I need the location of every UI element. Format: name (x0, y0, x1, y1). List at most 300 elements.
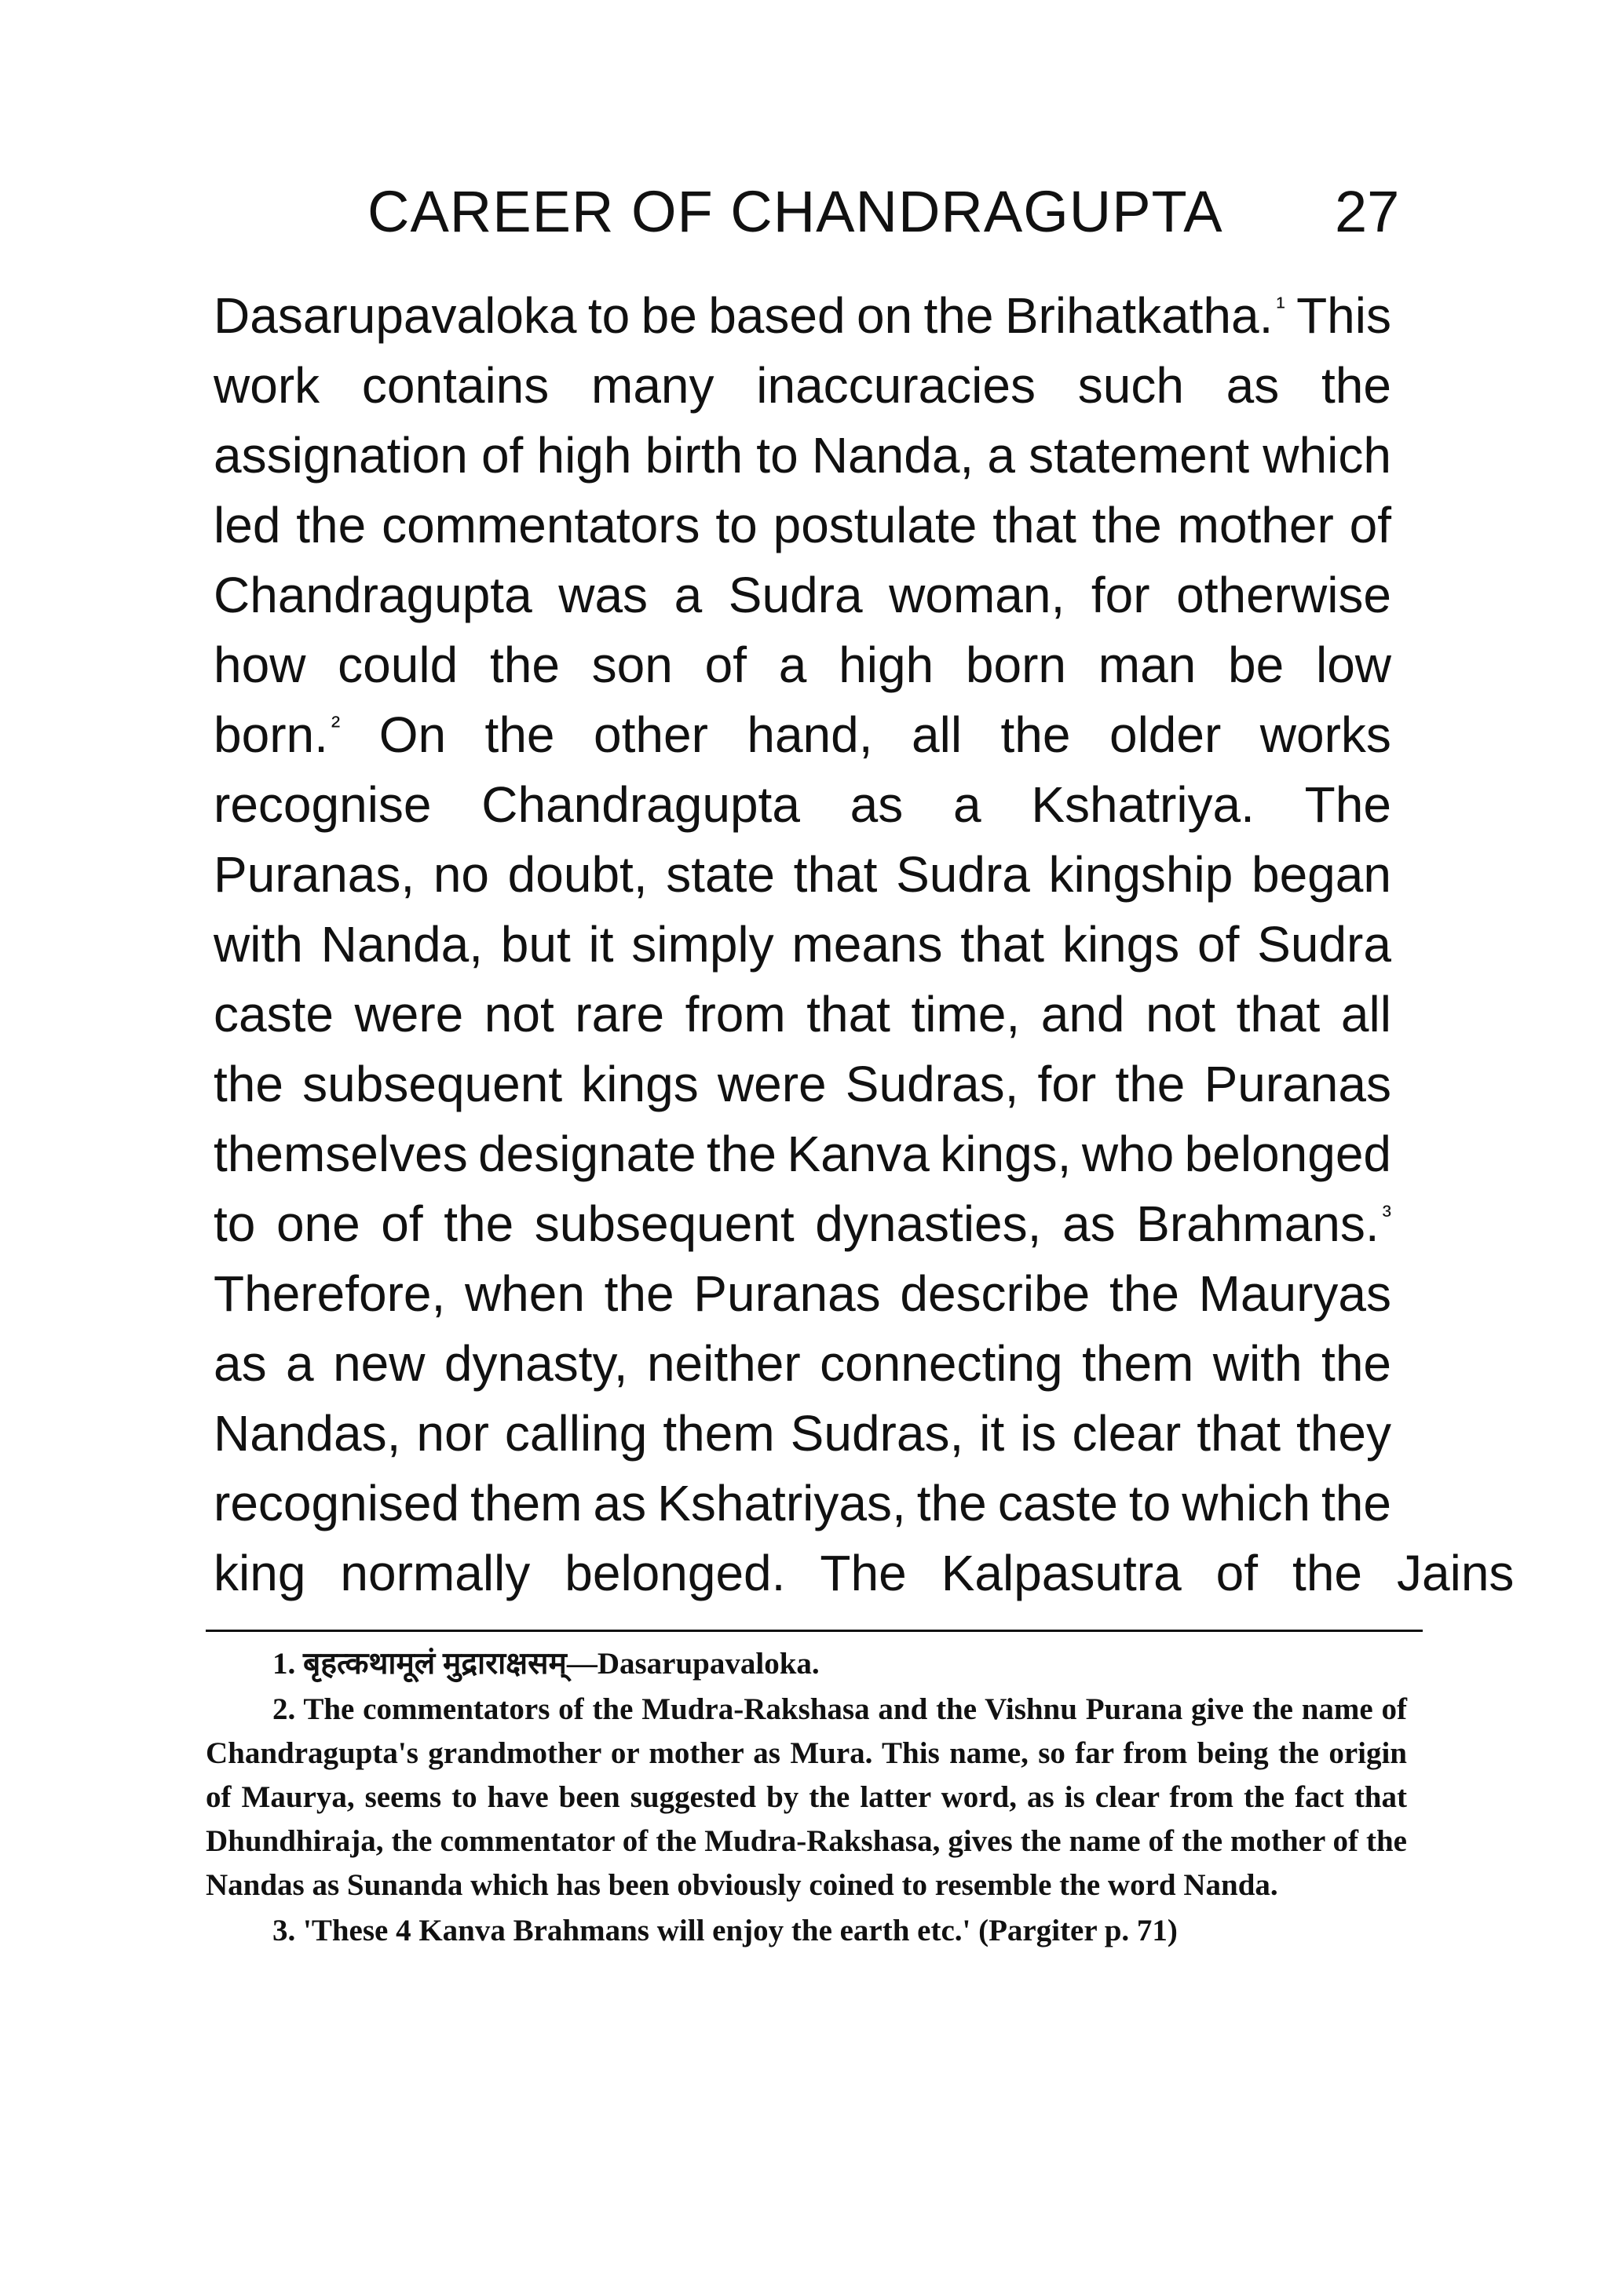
word-text: a (674, 567, 703, 623)
body-word (1109, 700, 1221, 770)
body-word (214, 560, 532, 630)
body-word (591, 351, 714, 421)
body-word (896, 840, 1030, 910)
word-text: Kalpasutra (941, 1545, 1182, 1601)
body-line (214, 491, 1391, 560)
footnote-2: 2. The commentators of the Mudra-Rakshasa and the Vishnu Purana give the name of Chandragupta's grandmother or mother as Mura. This name, so far from being the origin of Maurya, seems to have been suggested by the latter word, as is clear from the fact that Dhundhiraja, the commentator of the Mudra-Rakshasa, gives the name of the mother of the Nandas as Sunanda which has been obviously coined to resemble the word Nanda. (206, 1692, 1407, 1902)
word-text: Mauryas (1198, 1265, 1391, 1322)
word-text: a (778, 637, 807, 693)
word-text: based (708, 287, 846, 344)
body-word (1091, 560, 1150, 630)
word-text: they (1296, 1405, 1391, 1462)
word-text: Sudra (896, 846, 1030, 903)
word-text: inaccuracies (756, 357, 1036, 414)
word-text: subsequent (534, 1195, 795, 1252)
body-word (820, 1329, 1063, 1399)
body-word (718, 1049, 827, 1119)
body-word (1072, 1399, 1181, 1469)
word-text: belonged (1184, 1126, 1391, 1182)
body-word (1292, 1539, 1380, 1608)
word-text: normally (340, 1545, 531, 1601)
word-text: postulate (773, 497, 978, 553)
body-word (1263, 421, 1391, 491)
body-word (333, 1329, 425, 1399)
word-text: that (960, 916, 1045, 973)
body-word (998, 1469, 1118, 1539)
body-word (1178, 491, 1334, 560)
body-word (924, 281, 994, 351)
body-word (987, 421, 1015, 491)
body-word (992, 491, 1076, 560)
word-text: the (484, 706, 555, 763)
body-word (815, 1189, 1041, 1259)
body-word (966, 630, 1066, 700)
body-word (1129, 1469, 1171, 1539)
word-text: on (856, 287, 913, 344)
body-word (1260, 700, 1391, 770)
body-word (338, 630, 458, 700)
word-text: low (1315, 637, 1391, 693)
body-word (302, 1049, 562, 1119)
body-word (214, 1119, 468, 1189)
body-word (715, 491, 757, 560)
word-text: of (704, 637, 747, 693)
word-text: kings, (940, 1126, 1072, 1182)
word-text: Nanda, (320, 916, 483, 973)
word-text: when (464, 1265, 585, 1322)
body-word (900, 1259, 1090, 1329)
body-word (340, 1539, 547, 1608)
word-text: dynasties, (815, 1195, 1042, 1252)
word-text: new (333, 1335, 426, 1392)
body-word (1296, 1399, 1391, 1469)
word-text: nor (416, 1405, 489, 1462)
body-word (747, 700, 872, 770)
word-text: the (1292, 1545, 1362, 1601)
body-word (478, 1119, 696, 1189)
word-text: woman, (889, 567, 1065, 623)
body-line (214, 1049, 1391, 1119)
footnote-1: 1. बृहत्कथामूलं मुद्राराक्षसम्—Dasarupavaloka. (272, 1647, 820, 1681)
word-text: which (1182, 1475, 1310, 1531)
word-text: Nanda, (811, 427, 974, 484)
word-text: hand, (747, 706, 873, 763)
word-text: them (663, 1405, 775, 1462)
word-text: that (992, 497, 1076, 553)
word-text: no (433, 846, 489, 903)
word-text: not (1146, 986, 1216, 1042)
body-word (444, 1189, 513, 1259)
body-word (1321, 1469, 1391, 1539)
word-text: as (1062, 1195, 1116, 1252)
word-text: one (276, 1195, 360, 1252)
body-word (444, 1329, 628, 1399)
body-word (787, 1119, 929, 1189)
body-word (1109, 1259, 1179, 1329)
body-word (433, 840, 489, 910)
body-word (857, 281, 912, 351)
word-text: king (214, 1545, 306, 1601)
word-text: the (1321, 1335, 1391, 1392)
body-line (214, 770, 1391, 840)
body-word (1216, 1539, 1275, 1608)
word-text: otherwise (1176, 567, 1391, 623)
word-text: the (1109, 1265, 1179, 1322)
word-text: rare (575, 986, 665, 1042)
body-word (214, 421, 468, 491)
body-word (214, 491, 280, 560)
body-line (214, 1119, 1391, 1189)
body-line (214, 700, 1391, 770)
word-text: subsequent (302, 1056, 563, 1112)
word-text: began (1251, 846, 1391, 903)
word-text: Sudras, (790, 1405, 964, 1462)
word-text: the (1115, 1056, 1186, 1112)
word-text: recognise (214, 776, 432, 833)
body-word (214, 1399, 400, 1469)
body-line (214, 351, 1391, 421)
word-text: to (587, 287, 630, 344)
word-text: man (1098, 637, 1197, 693)
word-text: the (707, 1126, 777, 1182)
body-word (565, 1539, 802, 1608)
word-text: This (1296, 287, 1391, 344)
body-word (1031, 770, 1255, 840)
word-text: that (793, 846, 878, 903)
body-word (820, 1539, 923, 1608)
body-word (508, 840, 648, 910)
body-word (1005, 281, 1285, 351)
body-line (214, 840, 1391, 910)
word-text: Chandragupta (481, 776, 800, 833)
word-text: dynasty, (444, 1335, 628, 1392)
body-word (1041, 980, 1125, 1049)
footnote-ref: ³ (1382, 1199, 1391, 1230)
footnote-3: 3. 'These 4 Kanva Brahmans will enjoy the earth etc.' (Pargiter p. 71) (272, 1914, 1178, 1947)
word-text: who (1081, 1126, 1175, 1182)
word-text: the (489, 637, 560, 693)
body-word (1204, 1049, 1391, 1119)
body-word (1397, 1539, 1531, 1608)
word-text: them (1082, 1335, 1194, 1392)
body-word (707, 1119, 777, 1189)
body-word (773, 491, 978, 560)
body-word (1146, 980, 1215, 1049)
word-text: of (1349, 497, 1391, 553)
word-text: calling (504, 1405, 648, 1462)
body-word (912, 980, 1021, 1049)
body-word (214, 700, 340, 770)
word-text: means (791, 916, 943, 973)
body-word (1237, 980, 1321, 1049)
body-word (465, 1259, 585, 1329)
body-word (1115, 1049, 1185, 1119)
body-word (1316, 630, 1391, 700)
word-text: for (1037, 1056, 1097, 1112)
word-text: The (1304, 776, 1391, 833)
word-text: simply (631, 916, 774, 973)
word-text: caste (214, 986, 334, 1042)
word-text: neither (646, 1335, 801, 1392)
word-text: Puranas (693, 1265, 881, 1322)
word-text: the (1321, 1475, 1391, 1531)
body-word (839, 630, 934, 700)
body-word (214, 980, 334, 1049)
body-word (1038, 1049, 1097, 1119)
word-text: is (1020, 1405, 1057, 1462)
body-word (1136, 1189, 1391, 1259)
body-line (214, 1469, 1391, 1539)
word-text: the (916, 1475, 987, 1531)
body-word (490, 630, 560, 700)
footnotes (206, 1642, 1407, 1953)
word-text: which (1263, 427, 1391, 484)
body-word (779, 630, 807, 700)
word-text: with (1212, 1335, 1303, 1392)
word-text: kings (1062, 916, 1180, 973)
body-word (381, 1189, 422, 1259)
word-text: high (839, 637, 934, 693)
body-word (641, 281, 697, 351)
body-word (214, 1259, 445, 1329)
word-text: a (953, 776, 981, 833)
body-word (645, 421, 744, 491)
word-text: such (1077, 357, 1184, 414)
word-text: kingship (1048, 846, 1233, 903)
body-word (214, 1049, 283, 1119)
word-text: doubt, (507, 846, 648, 903)
body-word (484, 980, 554, 1049)
body-word (631, 910, 773, 980)
word-text: could (338, 637, 459, 693)
body-word (1228, 630, 1284, 700)
word-text: clear (1072, 1405, 1182, 1462)
word-text: that (806, 986, 890, 1042)
body-word (850, 770, 904, 840)
body-word (214, 770, 432, 840)
body-word (657, 1469, 906, 1539)
word-text: as (593, 1475, 647, 1531)
word-text: designate (478, 1126, 696, 1182)
word-text: the (444, 1195, 514, 1252)
body-line (214, 980, 1391, 1049)
body-word (581, 1049, 698, 1119)
word-text: Nandas, (214, 1405, 401, 1462)
body-word (1321, 1329, 1391, 1399)
body-word (1001, 700, 1071, 770)
body-word (941, 1539, 1199, 1608)
word-text: was (558, 567, 649, 623)
word-text: a (286, 1335, 314, 1392)
body-word (674, 560, 703, 630)
body-word (1176, 560, 1391, 630)
page-number: 27 (1335, 179, 1400, 244)
body-word (960, 910, 1044, 980)
body-word (605, 1259, 674, 1329)
word-text: of (1197, 916, 1240, 973)
word-text: were (354, 986, 464, 1042)
word-text: son (591, 637, 673, 693)
word-text: assignation (214, 427, 468, 484)
word-text: other (594, 706, 708, 763)
word-text: state (666, 846, 775, 903)
body-word (1321, 351, 1391, 421)
body-word (558, 560, 648, 630)
body-word (321, 910, 483, 980)
body-word (481, 770, 800, 840)
body-word (647, 1329, 801, 1399)
body-line (214, 560, 1391, 630)
word-text: be (641, 287, 697, 344)
body-word (1296, 281, 1391, 351)
body-word (594, 1469, 647, 1539)
body-word (663, 1399, 774, 1469)
word-text: Brahmans. (1136, 1195, 1380, 1252)
body-word (286, 1329, 314, 1399)
word-text: not (484, 986, 554, 1042)
body-word (1199, 1259, 1391, 1329)
body-word (1049, 840, 1233, 910)
body-word (535, 1189, 795, 1259)
body-word (379, 700, 446, 770)
body-word (1197, 1399, 1281, 1469)
body-word (214, 351, 320, 421)
body-word (276, 1189, 360, 1259)
body-word (708, 281, 845, 351)
body-word (536, 421, 631, 491)
body-word (1020, 1399, 1056, 1469)
body-line (214, 1189, 1391, 1259)
body-word (1341, 980, 1391, 1049)
footnote-ref: ¹ (1276, 291, 1285, 322)
word-text: from (685, 986, 786, 1042)
body-word (666, 840, 775, 910)
word-text: of (481, 427, 524, 484)
body-word (214, 1469, 459, 1539)
body-word (685, 980, 786, 1049)
word-text: work (214, 357, 320, 414)
body-word (214, 1189, 255, 1259)
body-line (214, 421, 1391, 491)
body-line (214, 630, 1391, 700)
word-text: a (987, 427, 1015, 484)
word-text: Brihatkatha. (1004, 287, 1274, 344)
body-word (756, 421, 798, 491)
body-word (756, 351, 1036, 421)
body-word (791, 910, 942, 980)
body-word (1062, 1189, 1116, 1259)
word-text: Puranas, (214, 846, 415, 903)
word-text: Puranas (1204, 1056, 1391, 1112)
word-text: caste (997, 1475, 1118, 1531)
body-word (594, 700, 708, 770)
word-text: it (979, 1405, 1005, 1462)
word-text: the (1091, 497, 1162, 553)
word-text: Sudras, (845, 1056, 1019, 1112)
word-text: how (214, 637, 306, 693)
word-text: belonged. (565, 1545, 786, 1601)
body-word (846, 1049, 1019, 1119)
body-word (501, 910, 571, 980)
body-word (382, 491, 700, 560)
body-word (1257, 910, 1391, 980)
word-text: all (912, 706, 963, 763)
body-word (575, 980, 664, 1049)
word-text: Jains (1397, 1545, 1515, 1601)
word-text: Dasarupavaloka (214, 287, 577, 344)
word-text: born (965, 637, 1066, 693)
footnote-rule (206, 1630, 1423, 1632)
word-text: the (604, 1265, 674, 1322)
body-word (940, 1119, 1071, 1189)
body-word (812, 421, 974, 491)
body-word (1082, 1119, 1174, 1189)
footnote-ref: ² (331, 710, 341, 741)
word-text: many (591, 357, 714, 414)
word-text: that (1197, 1405, 1281, 1462)
body-word (470, 1469, 582, 1539)
body-line (214, 281, 1391, 351)
body-word (1350, 491, 1391, 560)
word-text: Therefore, (214, 1265, 446, 1322)
body-word (806, 980, 890, 1049)
body-word (1197, 910, 1239, 980)
body-word (729, 560, 863, 630)
body-word (505, 1399, 647, 1469)
word-text: of (381, 1195, 423, 1252)
word-text: it (588, 916, 614, 973)
word-text: them (470, 1475, 583, 1531)
word-text: as (214, 1335, 267, 1392)
word-text: Sudra (1257, 916, 1391, 973)
body-word (1029, 421, 1249, 491)
word-text: On (378, 706, 447, 763)
word-text: The (820, 1545, 907, 1601)
body-word (794, 840, 878, 910)
body-word (588, 281, 630, 351)
body-word (1182, 1469, 1310, 1539)
body-word (912, 700, 962, 770)
word-text: describe (900, 1265, 1091, 1322)
word-text: recognised (214, 1475, 460, 1531)
body-text (214, 281, 1515, 1608)
body-word (791, 1399, 964, 1469)
body-word (1252, 840, 1391, 910)
body-word (1226, 351, 1280, 421)
word-text: Sudra (728, 567, 863, 623)
body-word (1098, 630, 1197, 700)
body-word (917, 1469, 987, 1539)
word-text: the (214, 1056, 283, 1112)
word-text: commentators (382, 497, 700, 553)
body-word (1213, 1329, 1303, 1399)
body-word (214, 1329, 267, 1399)
body-word (979, 1399, 1004, 1469)
word-text: were (717, 1056, 827, 1112)
word-text: to (756, 427, 799, 484)
word-text: all (1340, 986, 1391, 1042)
body-line (214, 1329, 1391, 1399)
body-word (416, 1399, 489, 1469)
body-word (1062, 910, 1179, 980)
word-text: time, (911, 986, 1021, 1042)
body-word (1185, 1119, 1391, 1189)
word-text: but (500, 916, 571, 973)
body-word (889, 560, 1065, 630)
body-word (481, 421, 523, 491)
body-line (214, 1399, 1391, 1469)
word-text: be (1228, 637, 1285, 693)
